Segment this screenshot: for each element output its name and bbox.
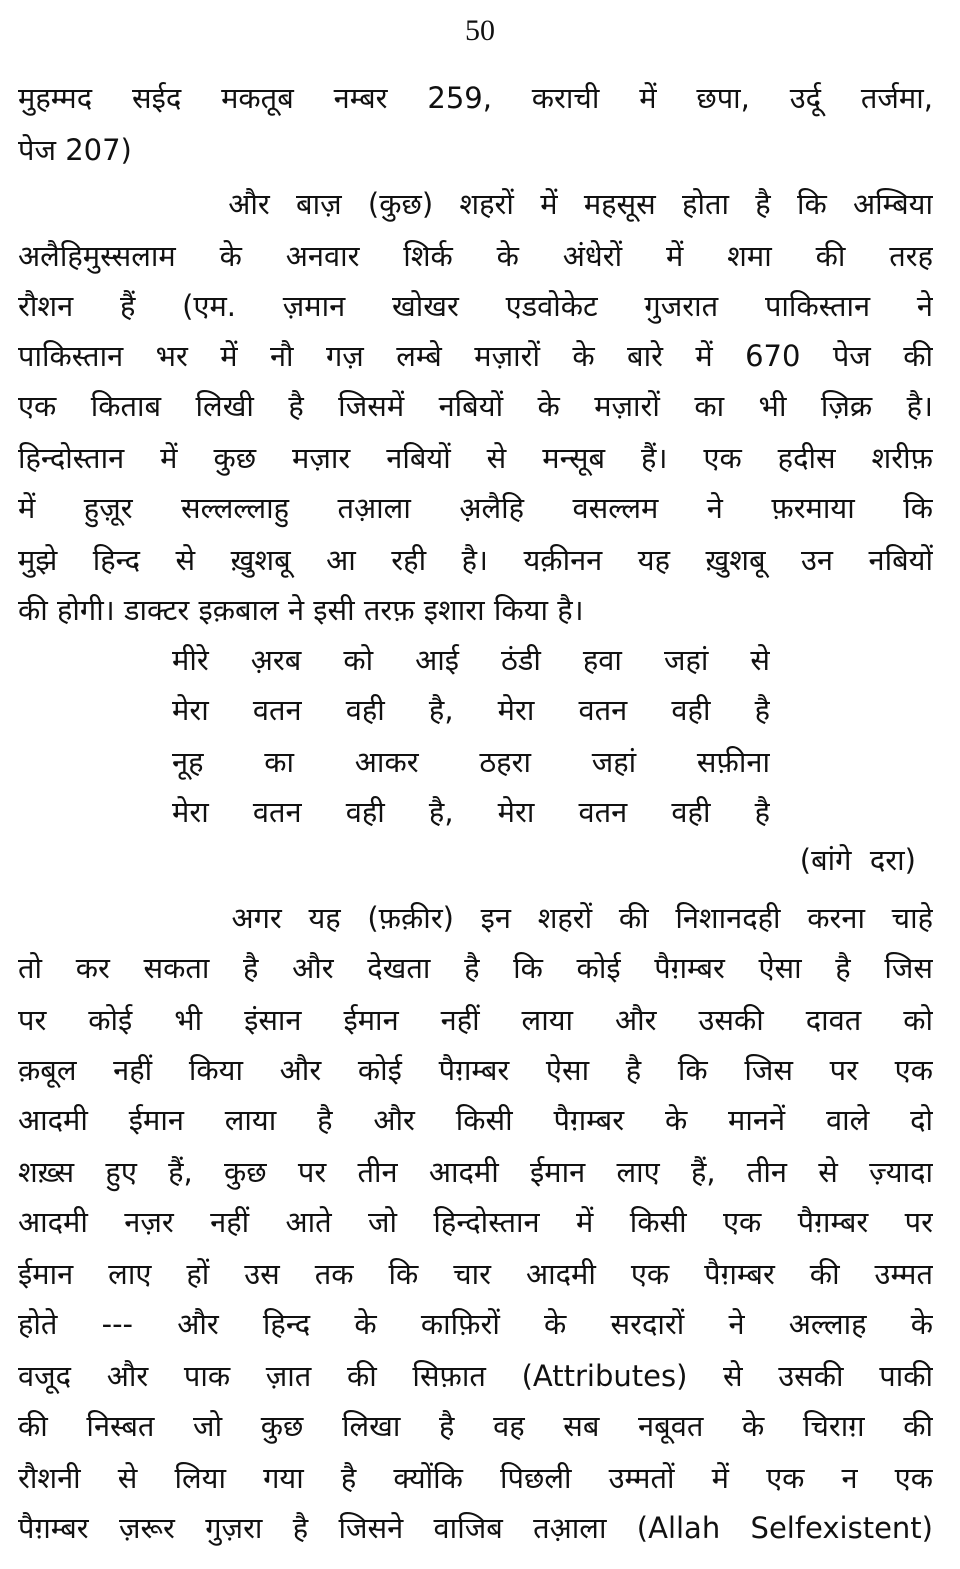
text-line: और बाज़ (कुछ) शहरों में महसूस होता है कि अम्बिया — [18, 187, 933, 221]
poem-verse: मेरा वतन वही है, मेरा वतन वही है — [172, 693, 770, 727]
text-line: में हुज़ूर सल्लल्लाहु तआ़ला अ़लैहि वसल्लम ने फ़रमाया कि — [18, 491, 933, 525]
poem-verse: मीरे अ़रब को आई ठंडी हवा जहां से — [172, 643, 770, 677]
text-line: पाकिस्तान भर में नौ गज़ लम्बे मज़ारों के बारे में 670 पेज की — [18, 339, 933, 373]
text-line: होते --- और हिन्द के काफ़िरों के सरदारों ने अल्लाह के — [18, 1307, 933, 1341]
text-line: आदमी नज़र नहीं आते जो हिन्दोस्तान में किसी एक पैग़म्बर पर — [18, 1205, 933, 1239]
text-line: की निस्बत जो कुछ लिखा है वह सब नबूवत के चिराग़ की — [18, 1409, 933, 1443]
text-line: एक किताब लिखी है जिसमें नबियों के मज़ारों का भी ज़िक्र है। — [18, 389, 933, 423]
text-line: हिन्दोस्तान में कुछ मज़ार नबियों से मन्सूब हैं। एक हदीस शरीफ़ — [18, 441, 933, 475]
text-line: की होगी। डाक्टर इक़बाल ने इसी तरफ़ इशारा किया है। — [18, 593, 584, 627]
page-number: 50 — [465, 14, 495, 47]
text-line: मुहम्मद सईद मकतूब नम्बर 259, कराची में छपा, उर्दू तर्जमा, — [18, 81, 933, 115]
text-line: पैग़म्बर ज़रूर गुज़रा है जिसने वाजिब तआ़ला (Allah Selfexistent) — [18, 1511, 933, 1545]
poem-verse: मेरा वतन वही है, मेरा वतन वही है — [172, 795, 770, 829]
text-line: मुझे हिन्द से ख़ुशबू आ रही है। यक़ीनन यह ख़ुशबू उन नबियों — [18, 543, 933, 577]
text-line: क़बूल नहीं किया और कोई पैग़म्बर ऐसा है कि जिस पर एक — [18, 1053, 933, 1087]
poem-attribution: (बांगे दरा) — [799, 843, 916, 877]
text-line: अलैहिमुस्सलाम के अनवार शिर्क के अंधेरों में शमा की तरह — [18, 239, 933, 273]
text-line: तो कर सकता है और देखता है कि कोई पैग़म्बर ऐसा है जिस — [18, 951, 933, 985]
text-line: आदमी ईमान लाया है और किसी पैग़म्बर के माननें वाले दो — [18, 1103, 933, 1137]
text-line: शख़्स हुए हैं, कुछ पर तीन आदमी ईमान लाए हैं, तीन से ज़्यादा — [18, 1155, 933, 1189]
poem-verse: नूह का आकर ठहरा जहां सफ़ीना — [172, 745, 770, 779]
text-line: ईमान लाए हों उस तक कि चार आदमी एक पैग़म्बर की उम्मत — [18, 1257, 933, 1291]
text-line: पर कोई भी इंसान ईमान नहीं लाया और उसकी दावत को — [18, 1003, 933, 1037]
text-line: वजूद और पाक ज़ात की सिफ़ात (Attributes) से उसकी पाकी — [18, 1359, 933, 1393]
text-line: रौशनी से लिया गया है क्योंकि पिछली उम्मतों में एक न एक — [18, 1461, 933, 1495]
text-line: पेज 207) — [18, 133, 132, 167]
text-line: अगर यह (फ़क़ीर) इन शहरों की निशानदही करना चाहे — [18, 901, 933, 935]
text-line: रौशन हैं (एम. ज़मान खोखर एडवोकेट गुजरात पाकिस्तान ने — [18, 289, 933, 323]
